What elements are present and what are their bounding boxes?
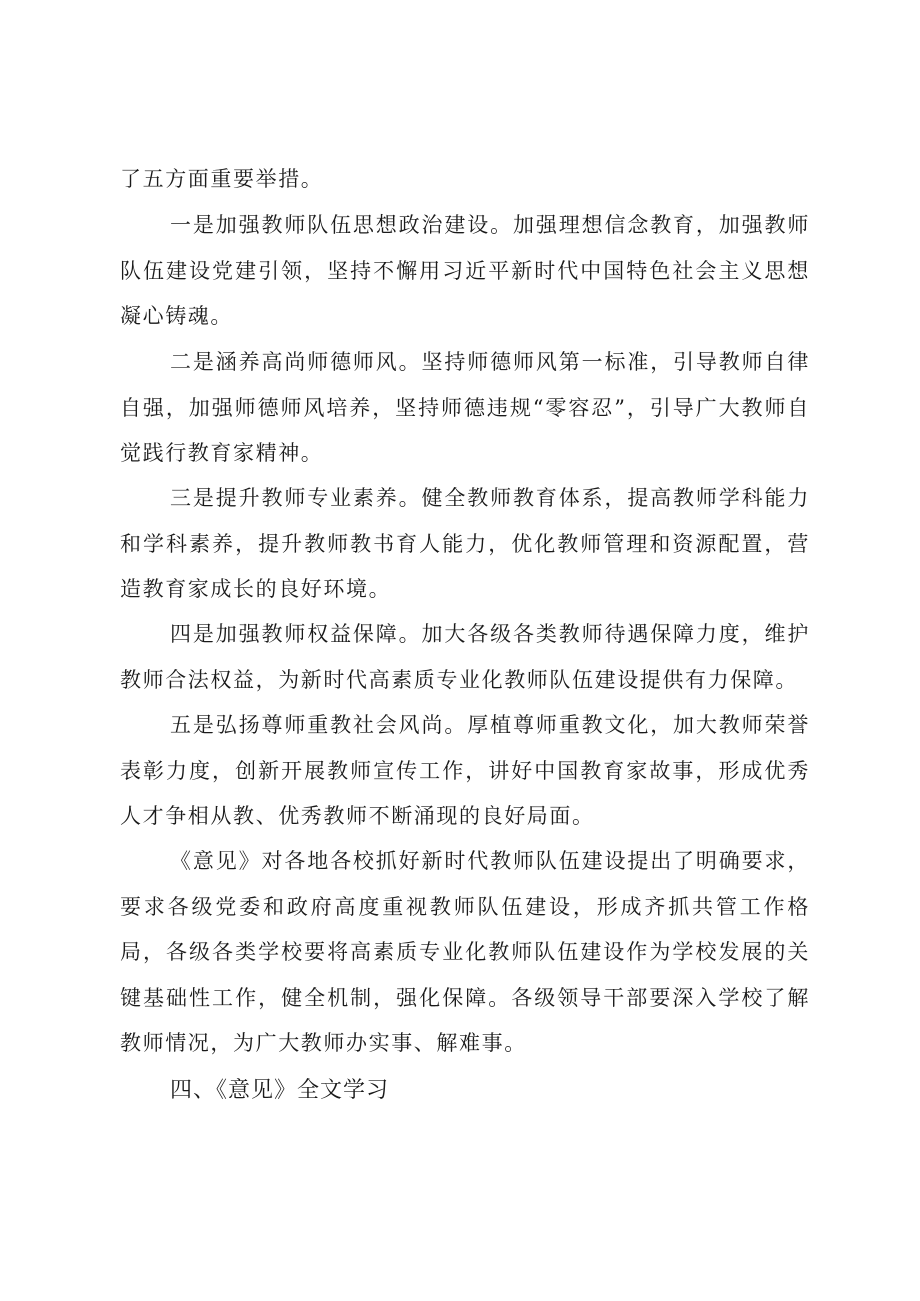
paragraph-measure-4: 四是加强教师权益保障。加大各级各类教师待遇保障力度，维护教师合法权益，为新时代高素质专业化教师队伍建设提供有力保障。 xyxy=(120,622,810,692)
paragraph-measure-1: 一是加强教师队伍思想政治建设。加强理想信念教育，加强教师队伍建设党建引领，坚持不懈用习近平新时代中国特色社会主义思想凝心铸魂。 xyxy=(120,213,810,328)
paragraph-continuation: 了五方面重要举措。 xyxy=(120,167,324,191)
paragraph-measure-3: 三是提升教师专业素养。健全教师教育体系，提高教师学科能力和学科素养，提升教师教书育人能力，优化教师管理和资源配置，营造教育家成长的良好环境。 xyxy=(120,486,810,601)
paragraph-measure-2: 二是涵养高尚师德师风。坚持师德师风第一标准，引导教师自律自强，加强师德师风培养，坚持师德违规“零容忍”，引导广大教师自觉践行教育家精神。 xyxy=(120,350,810,465)
paragraph-requirements: 《意见》对各地各校抓好新时代教师队伍建设提出了明确要求，要求各级党委和政府高度重视教师队伍建设，形成齐抓共管工作格局，各级各类学校要将高素质专业化教师队伍建设作为学校发展的关键基础性工作，健全机制，强化保障。各级领导干部要深入学校了解教师情况，为广大教师办实事、解难事。 xyxy=(120,849,810,1055)
section-heading: 四、《意见》全文学习 xyxy=(170,1078,390,1103)
paragraph-measure-5: 五是弘扬尊师重教社会风尚。厚植尊师重教文化，加大教师荣誉表彰力度，创新开展教师宣传工作，讲好中国教育家故事，形成优秀人才争相从教、优秀教师不断涌现的良好局面。 xyxy=(120,713,810,828)
